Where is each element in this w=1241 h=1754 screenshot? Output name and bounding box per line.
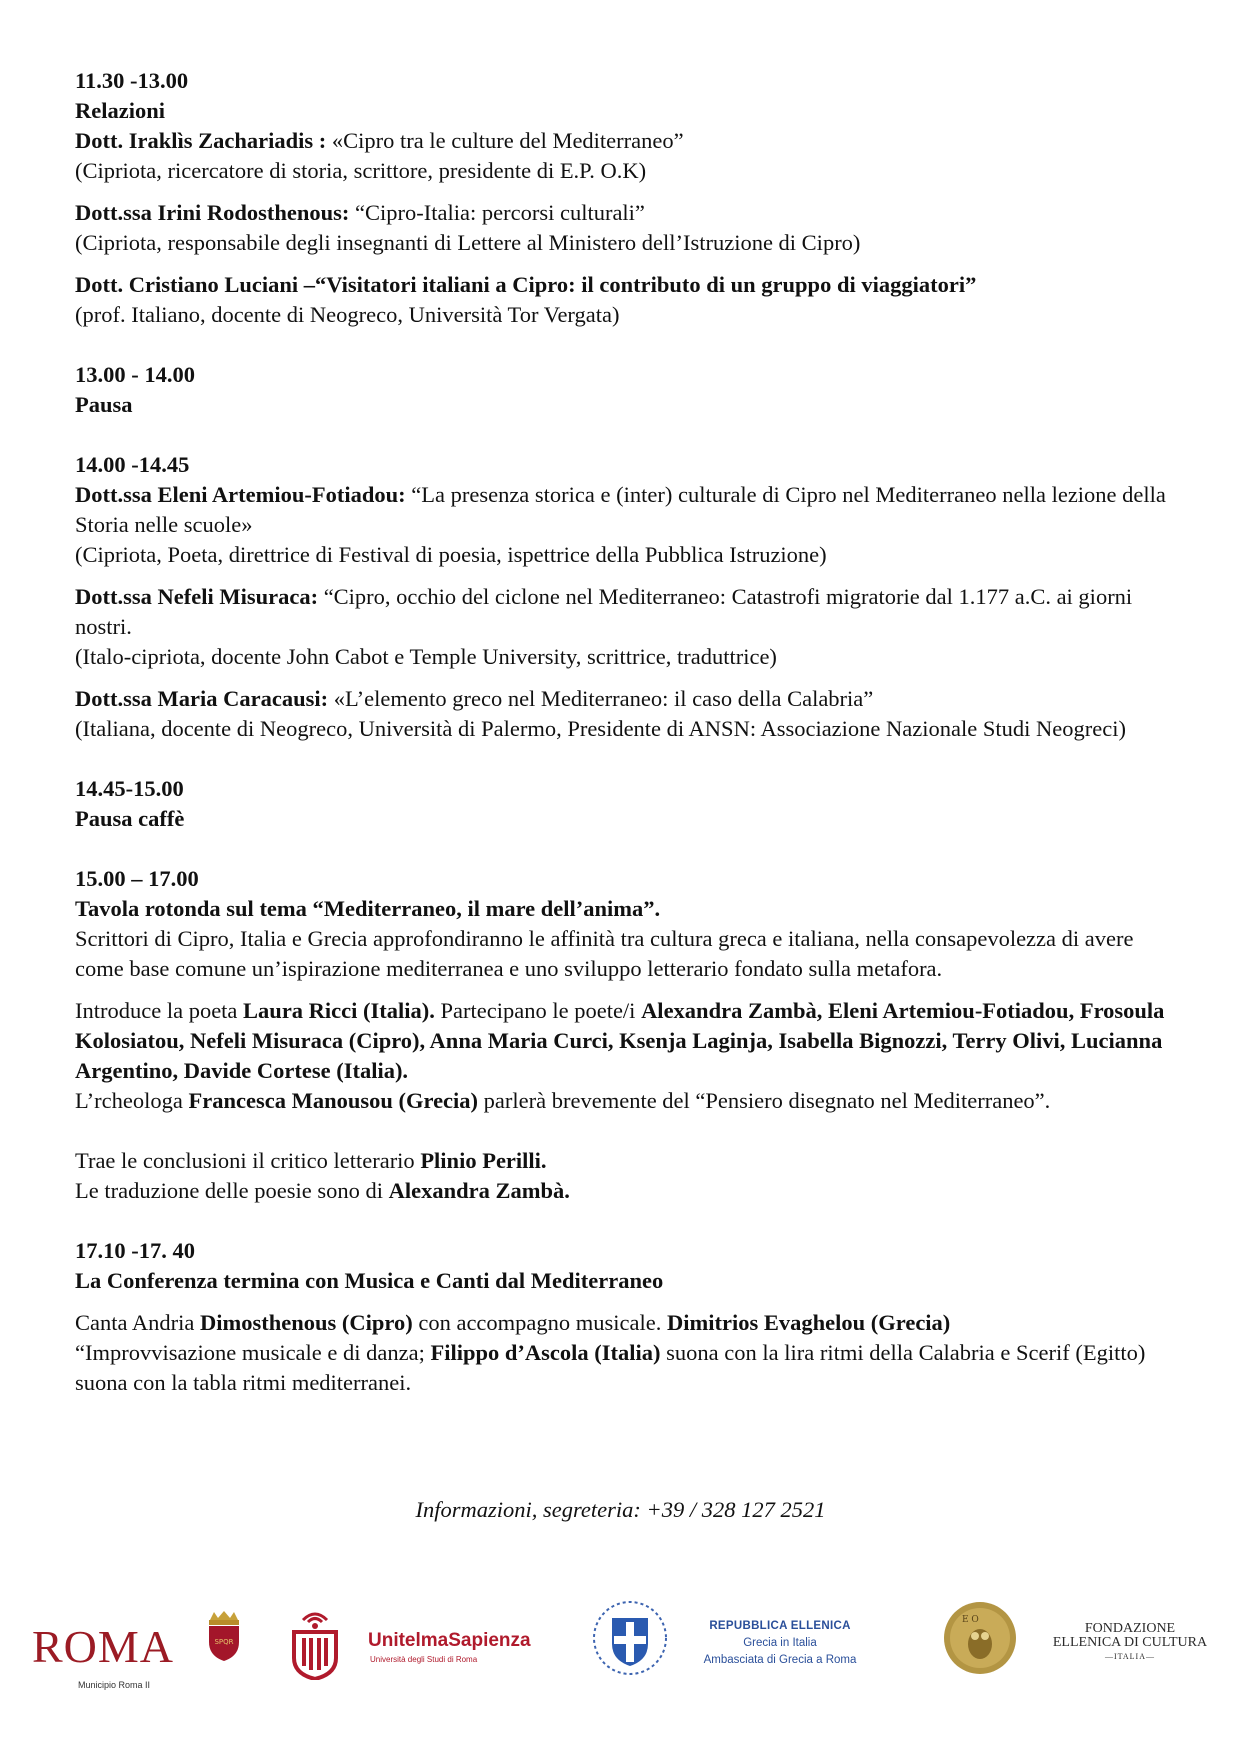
session-1710 [75, 1236, 1175, 1398]
speaker-bio: (Cipriota, responsabile degli insegnanti di Lettere al Ministero dell’Istruzione di Cipro) [75, 230, 861, 255]
speaker-bio: (Cipriota, Poeta, direttrice di Festival di poesia, ispettrice della Pubblica Istruzione) [75, 542, 827, 567]
unitelma-logo [250, 1590, 550, 1710]
text: “Improvvisazione musicale e di danza; [75, 1340, 431, 1365]
archaeologist-name: Francesca Manousou (Grecia) [188, 1088, 479, 1113]
roma-crest-icon [204, 1610, 244, 1662]
fondazione-owl-coin-icon [942, 1600, 1018, 1676]
speaker: Dott.ssa Irini Rodosthenous: [75, 200, 350, 225]
translator-name: Alexandra Zambà. [388, 1178, 570, 1203]
roma-subtitle: Municipio Roma II [78, 1680, 151, 1690]
music-paragraph [75, 1308, 1175, 1398]
conclusions-line [75, 1146, 1175, 1176]
participants-paragraph [75, 996, 1175, 1086]
svg-text:E O: E O [962, 1615, 979, 1625]
roma-wordmark: ROMA [32, 1621, 175, 1672]
archaeologist-line [75, 1086, 1175, 1116]
speaker: Dott.ssa Maria Caracausi: [75, 686, 329, 711]
roundtable-intro: Scrittori di Cipro, Italia e Grecia approfondiranno le affinità tra cultura greca e italiana, nella consapevolezza di avere come base comune un’ispirazione mediterranea e uno sviluppo letterario fondato sulla metafora. [75, 926, 1134, 981]
session-heading: Tavola rotonda sul tema “Mediterraneo, il mare dell’anima”. [75, 896, 661, 921]
greek-embassy-logo [590, 1590, 900, 1710]
text: Introduce la poeta [75, 998, 244, 1023]
speaker: Dott.ssa Eleni Artemiou-Fotiadou: [75, 482, 406, 507]
speaker-bio: (prof. Italiano, docente di Neogreco, Università Tor Vergata) [75, 302, 620, 327]
text: parlerà brevemente del “Pensiero disegnato nel Mediterraneo”. [478, 1088, 1051, 1113]
session-time: 14.45-15.00 [75, 776, 184, 801]
talk-title: «L’elemento greco nel Mediterraneo: il caso della Calabria” [328, 686, 874, 711]
talk [75, 198, 1175, 258]
roma-logo [0, 1590, 240, 1710]
unitelma-name: UnitelmaSapienza [368, 1630, 531, 1651]
session-time: 11.30 -13.00 [75, 68, 189, 93]
text: suona con la lira ritmi della Calabria e Scerif (Egitto) suona con la tabla ritmi mediterranei. [75, 1340, 1146, 1395]
performer-name: Dimosthenous (Cipro) [199, 1310, 413, 1335]
sponsor-logos [0, 1590, 1241, 1710]
speaker-bio: (Italiana, docente di Neogreco, Università di Palermo, Presidente di ANSN: Associazione Nazionale Studi Neogreci) [75, 716, 1126, 741]
unitelma-emblem-icon [288, 1608, 342, 1680]
session-heading: La Conferenza termina con Musica e Canti dal Mediterraneo [75, 1268, 664, 1293]
session-heading: Pausa [75, 392, 133, 417]
greek-line2: Grecia in Italia [743, 1637, 817, 1649]
talk-title: “La presenza storica e (inter) culturale di Cipro nel Mediterraneo nella lezione della Storia nelle scuole» [75, 482, 1166, 537]
text: Le traduzione delle poesie sono di [75, 1178, 389, 1203]
session-time: 13.00 - 14.00 [75, 362, 195, 387]
session-1300 [75, 360, 1175, 420]
unitelma-subtitle: Università degli Studi di Roma [370, 1655, 478, 1664]
poets-list: Alexandra Zambà, Eleni Artemiou-Fotiadou, Frosoula Kolosiatou, Nefeli Misuraca (Cipro), Anna Maria Curci, Ksenja Laginja, Isabella Bignozzi, Terry Olivi, Lucianna Argentino, Davide Cortese (Italia). [75, 998, 1165, 1083]
program-page [75, 66, 1175, 1398]
critic-name: Plinio Perilli. [420, 1148, 547, 1173]
session-1445 [75, 774, 1175, 834]
moderator-name: Laura Ricci (Italia). [243, 998, 435, 1023]
speaker: Dott.ssa Nefeli Misuraca: [75, 584, 319, 609]
performer-name: Filippo d’Ascola (Italia) [430, 1340, 661, 1365]
greek-line3: Ambasciata di Grecia a Roma [703, 1654, 857, 1666]
talk [75, 126, 1175, 186]
speaker: Dott. Cristiano Luciani –“Visitatori italiani a Cipro: il contributo di un gruppo di viaggiatori” [75, 272, 977, 297]
session-time: 15.00 – 17.00 [75, 866, 199, 891]
text: con accompagno musicale. [412, 1310, 667, 1335]
translation-line [75, 1176, 1175, 1206]
text: Trae le conclusioni il critico letterario [75, 1148, 421, 1173]
svg-text:SPQR: SPQR [214, 1638, 234, 1646]
text: L’rcheologa [75, 1088, 189, 1113]
text: Partecipano le poete/i [434, 998, 642, 1023]
text: Canta Andria [75, 1310, 200, 1335]
session-time: 14.00 -14.45 [75, 452, 190, 477]
talk-title: “Cipro-Italia: percorsi culturali” [349, 200, 645, 225]
session-1400 [75, 450, 1175, 744]
fondazione-text [1040, 1622, 1220, 1664]
session-time: 17.10 -17. 40 [75, 1238, 195, 1263]
speaker: Dott. Iraklìs Zachariadis : [75, 128, 327, 153]
session-1500 [75, 864, 1175, 1206]
session-1130 [75, 66, 1175, 330]
talk-title: “Cipro, occhio del ciclone nel Mediterraneo: Catastrofi migratorie dal 1.177 a.C. ai giorni nostri. [75, 584, 1133, 639]
speaker-bio: (Italo-cipriota, docente John Cabot e Temple University, scrittrice, traduttrice) [75, 644, 777, 669]
speaker-bio: (Cipriota, ricercatore di storia, scrittore, presidente di E.P. O.K) [75, 158, 647, 183]
session-heading: Relazioni [75, 98, 165, 123]
talk [75, 582, 1175, 672]
talk [75, 684, 1175, 744]
fond-line1: FONDAZIONE [1084, 1621, 1176, 1636]
performer-name: Dimitrios Evaghelou (Grecia) [667, 1310, 951, 1335]
greek-embassy-text [680, 1618, 880, 1669]
greek-line1: REPUBBLICA ELLENICA [709, 1620, 851, 1632]
greek-coat-of-arms-icon [590, 1598, 670, 1678]
fondazione-logo [930, 1590, 1241, 1710]
contact-info: Informazioni, segreteria: +39 / 328 127 2521 [415, 1497, 826, 1522]
fond-line2: ELLENICA DI CULTURA [1052, 1635, 1208, 1650]
talk [75, 270, 1175, 330]
fond-line3: —ITALIA— [1104, 1652, 1155, 1661]
session-heading: Pausa caffè [75, 806, 185, 831]
talk [75, 480, 1175, 570]
talk-title: «Cipro tra le culture del Mediterraneo” [326, 128, 684, 153]
